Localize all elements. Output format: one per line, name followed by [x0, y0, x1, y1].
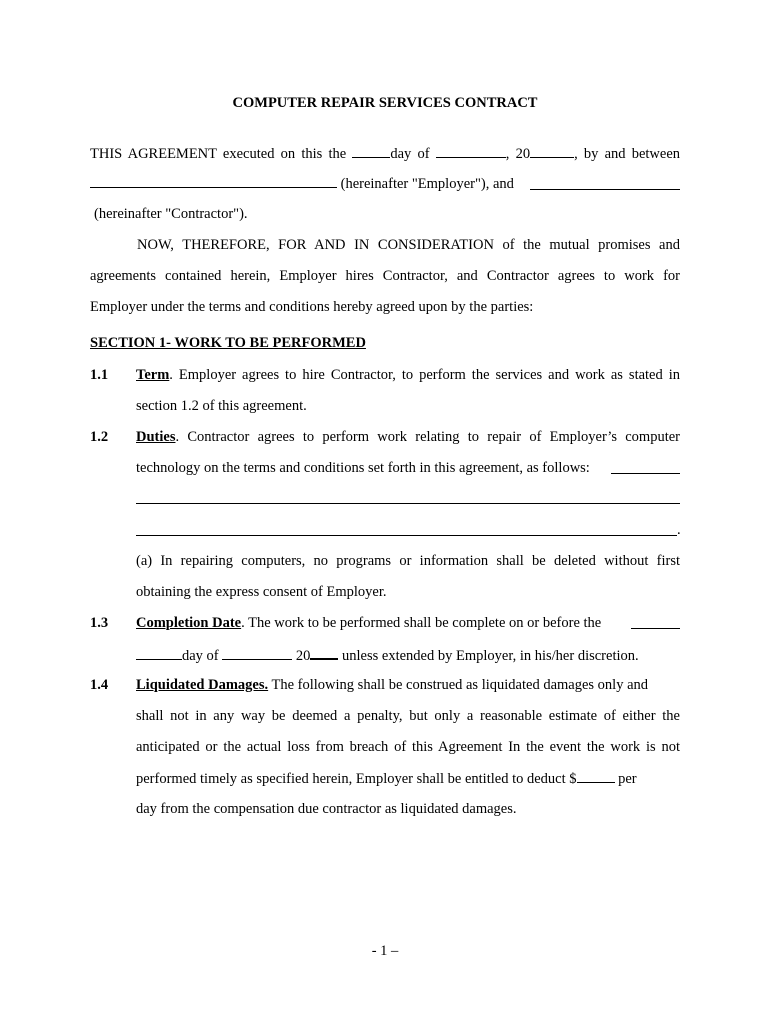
recital-line-2: agreements contained herein, Employer hires Contractor, and Contractor agrees to work for [90, 268, 680, 284]
year-blank[interactable] [530, 144, 574, 158]
completion-blank[interactable] [631, 628, 680, 629]
document-title: COMPUTER REPAIR SERVICES CONTRACT [232, 95, 538, 111]
item-1-2-line-2 [136, 459, 590, 477]
item-1-4-per: per [618, 771, 637, 787]
intro-text-b: day of [390, 146, 430, 162]
item-1-1-number: 1.1 [90, 367, 109, 383]
item-1-3-line-1 [136, 614, 601, 632]
item-1-1-line-1 [136, 366, 680, 384]
deduct-amount-blank[interactable] [577, 769, 615, 783]
item-1-4-line-4 [136, 769, 637, 788]
item-1-2-line-1 [136, 428, 680, 446]
intro-text-d: , by and between [574, 146, 681, 162]
item-1-2-line-2-text: technology on the terms and conditions set forth in this agreement, as follows: [136, 460, 590, 476]
item-1-2-heading: Duties [136, 429, 176, 445]
item-1-2-a-line-2: obtaining the express consent of Employer. [136, 584, 387, 600]
completion-year-blank[interactable] [310, 645, 338, 660]
item-1-4-line-1 [136, 676, 648, 694]
item-1-3-text: . The work to be performed shall be complete on or before the [241, 615, 602, 631]
intro-contractor: (hereinafter "Contractor"). [94, 206, 248, 222]
item-1-4-number: 1.4 [90, 677, 109, 693]
item-1-2-text: . Contractor agrees to perform work relating to repair of Employer’s computer [175, 429, 680, 445]
section-1-heading: SECTION 1- WORK TO BE PERFORMED [90, 335, 366, 351]
duties-blank-3[interactable] [136, 535, 677, 536]
item-1-4-heading: Liquidated Damages. [136, 677, 269, 693]
intro-text-c: , 20 [505, 146, 531, 162]
item-1-4-line-3: anticipated or the actual loss from breach of this Agreement In the event the work is not [136, 739, 680, 755]
recital-line-1: NOW, THEREFORE, FOR AND IN CONSIDERATION of the mutual promises and [137, 237, 680, 253]
item-1-2-number: 1.2 [90, 429, 109, 445]
item-1-4-text: The following shall be construed as liquidated damages only and [268, 677, 649, 693]
contractor-name-blank[interactable] [530, 189, 680, 190]
item-1-3-rest: unless extended by Employer, in his/her discretion. [342, 648, 639, 664]
item-1-3-dayof: day of [182, 648, 219, 664]
item-1-3-line-2 [136, 645, 639, 665]
item-1-3-twenty: 20 [295, 648, 311, 664]
completion-day-blank[interactable] [136, 646, 182, 660]
item-1-1-heading: Term [136, 367, 170, 383]
intro-line-1 [90, 144, 680, 163]
item-1-4-line-5: day from the compensation due contractor as liquidated damages. [136, 801, 517, 817]
employer-name-blank[interactable] [90, 174, 337, 188]
item-1-3-number: 1.3 [90, 615, 109, 631]
month-blank[interactable] [436, 144, 506, 158]
item-1-2-a-line-1: (a) In repairing computers, no programs or information shall be deleted without first [136, 553, 680, 569]
duties-blank-2[interactable] [136, 503, 680, 504]
item-1-1-line-2: section 1.2 of this agreement. [136, 398, 307, 414]
item-1-3-heading: Completion Date [136, 615, 242, 631]
page-number: - 1 – [371, 943, 399, 959]
item-1-4-line-4-text: performed timely as specified herein, Employer shall be entitled to deduct $ [136, 771, 577, 787]
item-1-4-line-2: shall not in any way be deemed a penalty, but only a reasonable estimate of either the [136, 708, 680, 724]
item-1-1-text: . Employer agrees to hire Contractor, to perform the services and work as stated in [169, 367, 680, 383]
intro-text-a: THIS AGREEMENT executed on this the [90, 146, 347, 162]
intro-text-employer: (hereinafter "Employer"), and [340, 176, 514, 192]
recital-line-3: Employer under the terms and conditions hereby agreed upon by the parties: [90, 299, 534, 315]
duties-period: . [677, 522, 681, 538]
day-blank[interactable] [352, 144, 390, 158]
intro-line-2 [90, 174, 514, 193]
completion-month-blank[interactable] [222, 646, 292, 660]
duties-blank-1[interactable] [611, 473, 680, 474]
